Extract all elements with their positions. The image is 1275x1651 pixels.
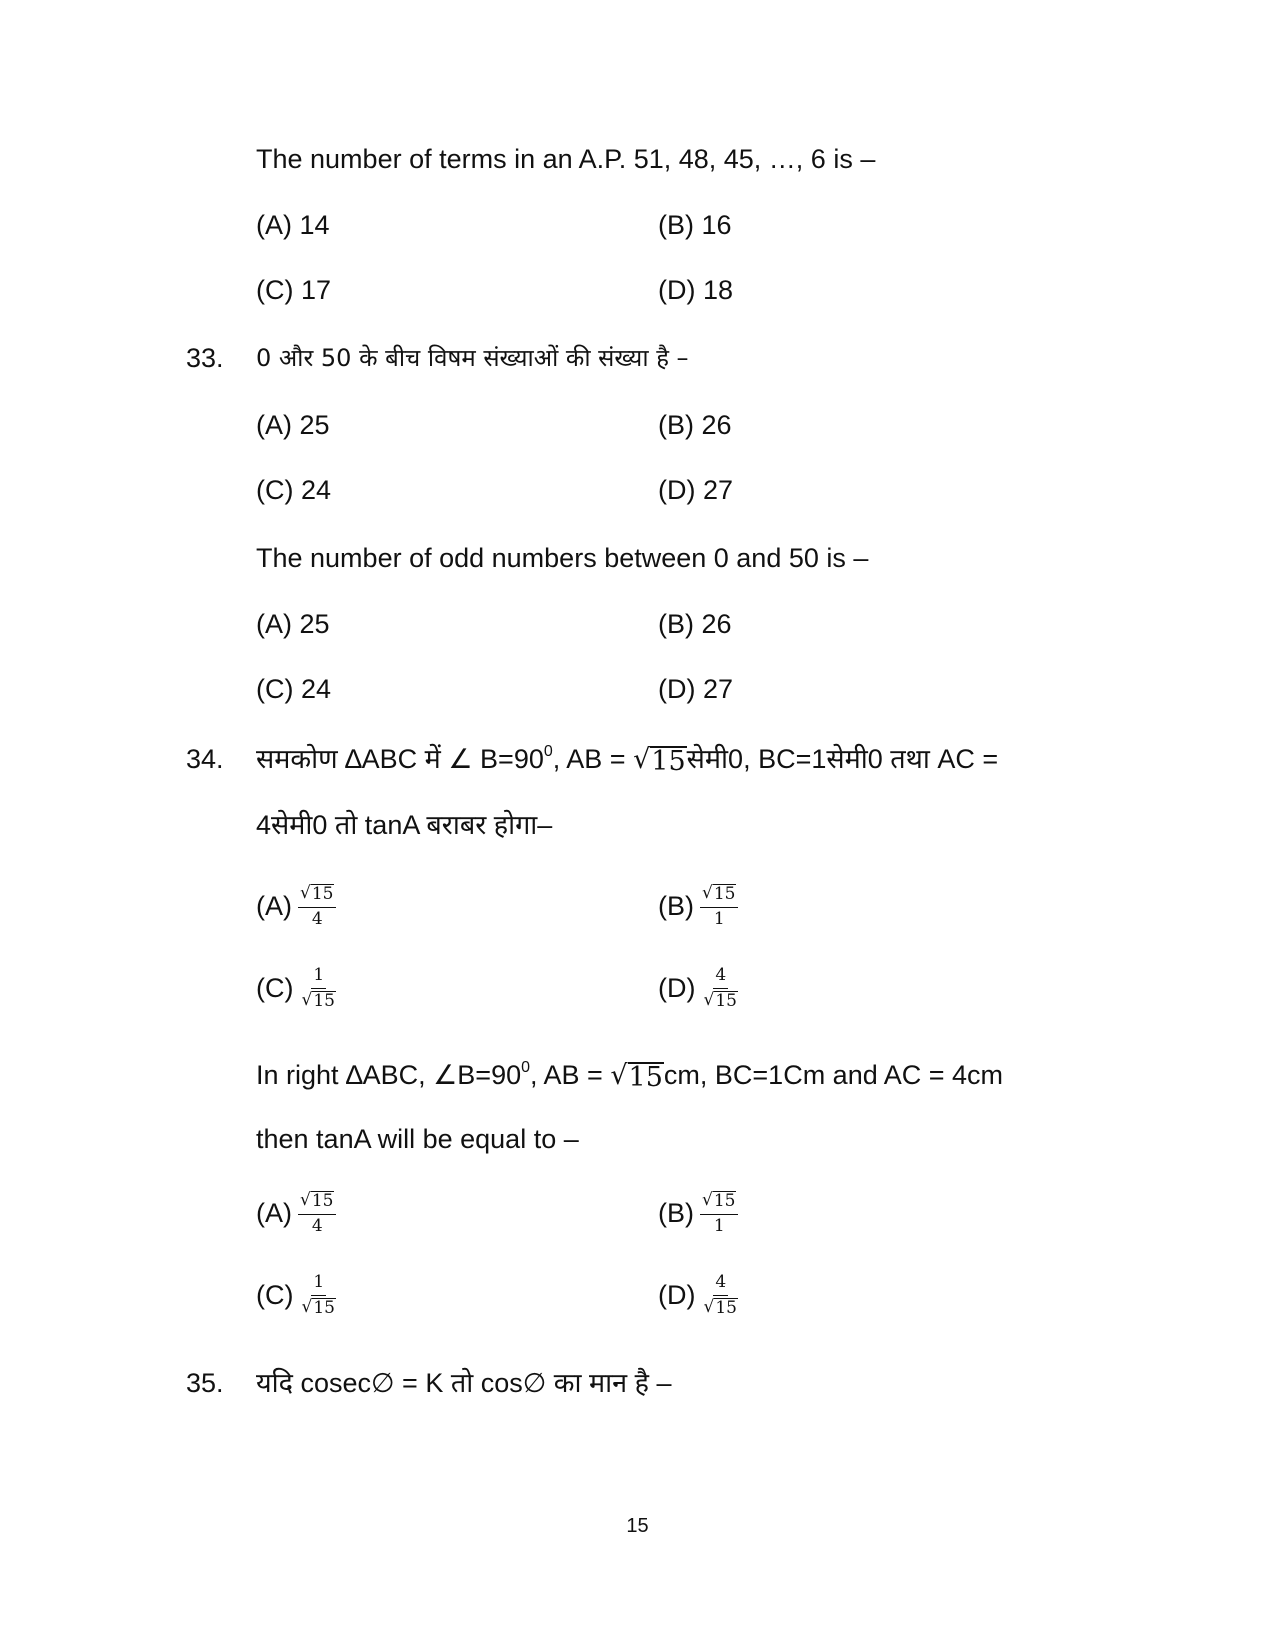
q34-en-superscript: 0 [521, 1059, 531, 1076]
q34-hi-option-d-fraction [701, 966, 739, 1011]
question-34-en-line1 [256, 1060, 1003, 1091]
q34-hi-option-a-label: (A) [256, 891, 292, 922]
fraction-numerator: 1 [311, 1273, 326, 1296]
q32-option-b: (B) 16 [658, 210, 732, 240]
fraction-denominator: 4 [311, 1215, 323, 1236]
q34-en-sqrt [610, 1062, 664, 1091]
sqrt-icon: √ [610, 1060, 628, 1091]
fraction-denominator: 15 [715, 1297, 737, 1318]
question-34-en-line2: then tanA will be equal to – [256, 1124, 579, 1154]
question-33-number: 33. [186, 343, 224, 373]
fraction-numerator: 15 [311, 1191, 334, 1211]
q32-option-d: (D) 18 [658, 275, 734, 305]
q34-en-option-a-label: (A) [256, 1198, 292, 1229]
question-35-number: 35. [186, 1368, 224, 1398]
fraction-denominator: 1 [713, 908, 725, 929]
q34-hi-option-d-label: (D) [658, 973, 696, 1004]
fraction-numerator: 15 [311, 884, 334, 904]
sqrt-icon: √ [633, 744, 651, 775]
q34-en-sqrt-arg: 15 [628, 1062, 663, 1093]
q34-hi-option-b [658, 884, 738, 929]
q34-en-option-b [658, 1191, 738, 1236]
q34-hi-option-c [256, 966, 338, 1011]
q34-en-part1: In right ∆ABC, ∠B=90 [256, 1060, 522, 1090]
q34-hi-part1: समकोण ∆ABC में ∠ B=90 [256, 744, 544, 774]
fraction-numerator: 1 [311, 966, 326, 989]
sqrt-icon: √ [703, 989, 715, 1010]
q34-hi-option-b-label: (B) [658, 891, 694, 922]
fraction-denominator: 15 [313, 1297, 335, 1318]
fraction-denominator: 15 [313, 990, 335, 1011]
q34-en-part3: cm, BC=1Cm and AC = 4cm [663, 1060, 1004, 1090]
q33-en-option-b: (B) 26 [658, 609, 732, 639]
q33-hi-option-b: (B) 26 [658, 410, 732, 440]
q34-en-option-c-fraction [299, 1273, 337, 1318]
fraction-denominator: 15 [715, 990, 737, 1011]
q34-hi-option-a [256, 884, 336, 929]
fraction-denominator: 4 [311, 908, 323, 929]
page-number: 15 [626, 1515, 649, 1537]
q32-option-c: (C) 17 [256, 275, 332, 305]
fraction-denominator: 1 [713, 1215, 725, 1236]
q34-en-option-b-label: (B) [658, 1198, 694, 1229]
sqrt-icon: √ [301, 989, 313, 1010]
question-34-hi-line1 [256, 744, 998, 775]
q34-en-option-c-label: (C) [256, 1280, 294, 1311]
question-34-hi-line2: 4सेमी0 तो tanA बराबर होगा– [256, 810, 553, 840]
fraction-numerator: 15 [713, 884, 736, 904]
question-33-hi-text: 0 और 50 के बीच विषम संख्याओं की संख्या है – [256, 344, 689, 372]
q33-en-option-d: (D) 27 [658, 674, 734, 704]
q34-hi-part2: , AB = [552, 744, 634, 774]
sqrt-icon: √ [300, 1190, 311, 1210]
q34-en-option-d-label: (D) [658, 1280, 696, 1311]
fraction-numerator: 4 [713, 1273, 728, 1296]
fraction-numerator: 15 [713, 1191, 736, 1211]
q33-en-option-c: (C) 24 [256, 674, 332, 704]
q34-en-option-c [256, 1273, 338, 1318]
question-35-text: यदि cosec∅ = K तो cos∅ का मान है – [256, 1368, 672, 1398]
question-34-number: 34. [186, 744, 224, 774]
q34-hi-sqrt [633, 746, 687, 775]
q34-hi-option-a-fraction [298, 884, 336, 929]
q34-en-part2: , AB = [530, 1060, 611, 1090]
q33-hi-option-d: (D) 27 [658, 475, 734, 505]
q34-en-option-a [256, 1191, 336, 1236]
q34-hi-option-c-fraction [299, 966, 337, 1011]
q33-hi-option-c: (C) 24 [256, 475, 332, 505]
q34-hi-part3: सेमी0, BC=1सेमी0 तथा AC = [686, 744, 999, 774]
q33-en-option-a: (A) 25 [256, 609, 330, 639]
q32-option-a: (A) 14 [256, 210, 330, 240]
q34-hi-superscript: 0 [543, 743, 553, 760]
sqrt-icon: √ [702, 1190, 713, 1210]
question-32-en-text: The number of terms in an A.P. 51, 48, 45, …, 6 is – [256, 144, 876, 174]
fraction-numerator: 4 [713, 966, 728, 989]
sqrt-icon: √ [703, 1296, 715, 1317]
sqrt-icon: √ [702, 883, 713, 903]
q34-en-option-d-fraction [701, 1273, 739, 1318]
q34-hi-sqrt-arg: 15 [651, 746, 686, 777]
q34-hi-option-b-fraction [700, 884, 738, 929]
sqrt-icon: √ [301, 1296, 313, 1317]
q34-en-option-d [658, 1273, 740, 1318]
question-33-en-text: The number of odd numbers between 0 and 50 is – [256, 543, 869, 573]
sqrt-icon: √ [300, 883, 311, 903]
q34-hi-option-c-label: (C) [256, 973, 294, 1004]
q34-hi-option-d [658, 966, 740, 1011]
q33-hi-option-a: (A) 25 [256, 410, 330, 440]
q34-en-option-b-fraction [700, 1191, 738, 1236]
q34-en-option-a-fraction [298, 1191, 336, 1236]
